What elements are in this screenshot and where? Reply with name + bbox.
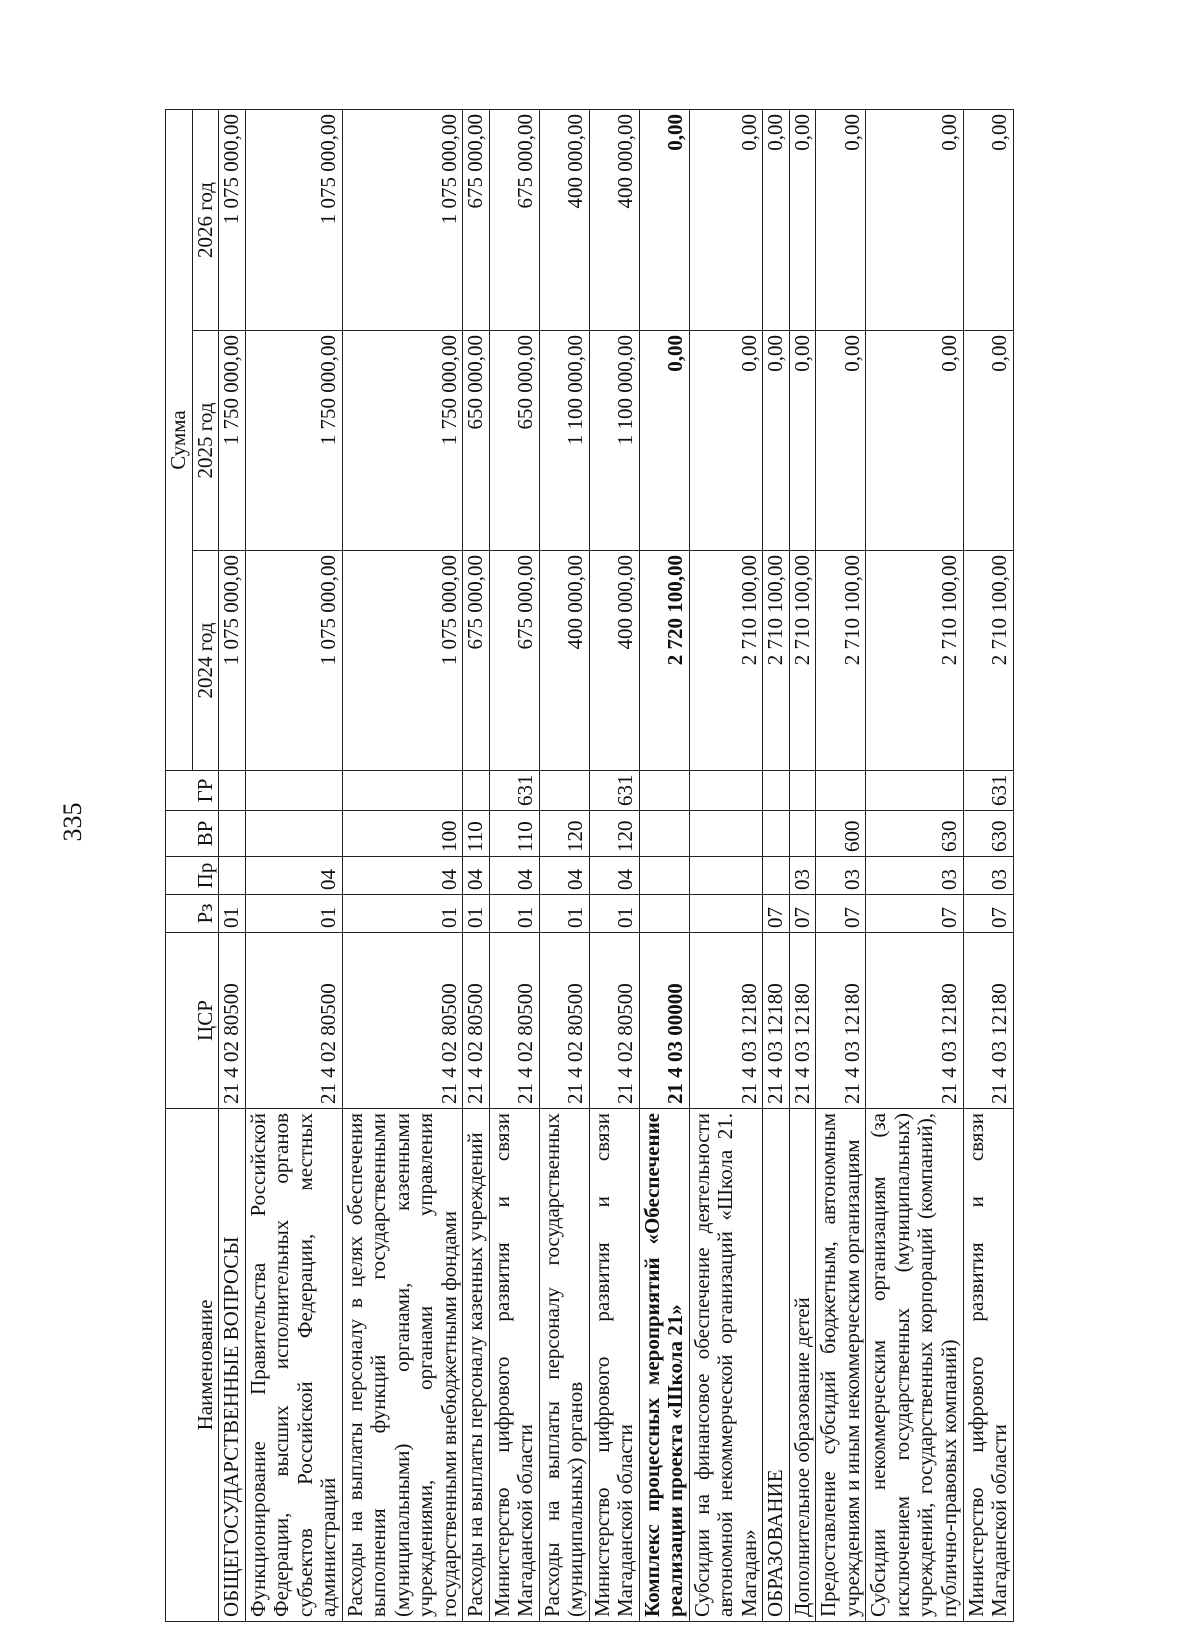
row-csr: 21 4 03 12180 <box>866 933 963 1109</box>
row-amount-2024: 675 000,00 <box>489 551 539 771</box>
table-row <box>639 109 689 1621</box>
row-gr <box>219 771 246 811</box>
table-row <box>763 109 790 1621</box>
row-name: Субсидии на финансовое обеспечение деятельности автономной некоммерческой организаций «Школа 21. Магадан» <box>689 1109 763 1622</box>
row-vr: 100 <box>342 811 463 857</box>
row-amount-2024: 2 710 100,00 <box>866 551 963 771</box>
row-amount-2024: 1 075 000,00 <box>342 551 463 771</box>
row-vr <box>789 811 816 857</box>
table-row <box>866 109 963 1621</box>
row-name: Министерство цифрового развития и связи Магаданской области <box>589 1109 639 1622</box>
row-amount-2025: 1 100 000,00 <box>589 331 639 551</box>
row-amount-2026: 0,00 <box>963 109 1013 330</box>
row-name: Расходы на выплаты персоналу в целях обеспечения выполнения функций государственными (муниципальными) органами, казенными учреждениями, органами управления государственными внебюджетными фондами <box>342 1109 463 1622</box>
row-rz: 07 <box>816 895 866 933</box>
row-vr <box>245 811 342 857</box>
row-vr <box>219 811 246 857</box>
header-year-2024: 2024 год <box>192 551 219 771</box>
row-gr <box>689 771 763 811</box>
row-gr <box>639 771 689 811</box>
row-vr: 110 <box>463 811 490 857</box>
row-amount-2025: 650 000,00 <box>463 331 490 551</box>
table-row <box>245 109 342 1621</box>
row-amount-2024: 2 720 100,00 <box>639 551 689 771</box>
row-name: Комплекс процессных мероприятий «Обеспечение реализации проекта «Школа 21» <box>639 1109 689 1622</box>
header-year-2026: 2026 год <box>192 109 219 330</box>
budget-table <box>165 109 1014 1622</box>
header-csr: ЦСР <box>166 933 219 1109</box>
row-rz: 07 <box>763 895 790 933</box>
page-number: 335 <box>58 802 87 842</box>
header-rz: Рз <box>166 895 219 933</box>
header-sum: Сумма <box>166 109 193 770</box>
row-rz: 01 <box>589 895 639 933</box>
row-csr: 21 4 03 12180 <box>789 933 816 1109</box>
row-rz: 07 <box>866 895 963 933</box>
row-vr: 120 <box>589 811 639 857</box>
row-amount-2025: 0,00 <box>689 331 763 551</box>
row-name: Министерство цифрового развития и связи Магаданской области <box>963 1109 1013 1622</box>
row-pr <box>763 857 790 895</box>
row-name: Субсидии некоммерческим организациям (за исключением государственных (муниципальных) учреждений, государственных корпораций (компаний), публично-правовых компаний) <box>866 1109 963 1622</box>
row-amount-2026: 0,00 <box>789 109 816 330</box>
row-amount-2026: 1 075 000,00 <box>245 109 342 330</box>
row-vr <box>689 811 763 857</box>
row-rz: 01 <box>342 895 463 933</box>
row-csr: 21 4 02 80500 <box>589 933 639 1109</box>
table-row <box>816 109 866 1621</box>
row-amount-2024: 2 710 100,00 <box>763 551 790 771</box>
header-year-2025: 2025 год <box>192 331 219 551</box>
row-amount-2026: 0,00 <box>763 109 790 330</box>
row-rz: 01 <box>219 895 246 933</box>
row-amount-2026: 400 000,00 <box>539 109 589 330</box>
row-rz: 07 <box>963 895 1013 933</box>
row-name: ОБРАЗОВАНИЕ <box>763 1109 790 1622</box>
row-amount-2025: 0,00 <box>816 331 866 551</box>
row-rz: 07 <box>789 895 816 933</box>
row-gr <box>463 771 490 811</box>
rotated-table-wrapper <box>165 110 1014 1622</box>
row-amount-2025: 0,00 <box>963 331 1013 551</box>
row-amount-2025: 650 000,00 <box>489 331 539 551</box>
row-csr: 21 4 03 00000 <box>639 933 689 1109</box>
header-name: Наименование <box>166 1109 219 1622</box>
row-vr <box>639 811 689 857</box>
row-csr: 21 4 03 12180 <box>689 933 763 1109</box>
row-csr: 21 4 02 80500 <box>539 933 589 1109</box>
row-amount-2024: 400 000,00 <box>589 551 639 771</box>
row-name: Министерство цифрового развития и связи Магаданской области <box>489 1109 539 1622</box>
row-gr: 631 <box>489 771 539 811</box>
row-name: Расходы на выплаты персоналу государственных (муниципальных) органов <box>539 1109 589 1622</box>
row-gr <box>866 771 963 811</box>
row-amount-2025: 1 750 000,00 <box>219 331 246 551</box>
row-gr: 631 <box>963 771 1013 811</box>
row-amount-2026: 0,00 <box>866 109 963 330</box>
row-amount-2026: 675 000,00 <box>463 109 490 330</box>
row-pr: 03 <box>816 857 866 895</box>
table-row <box>539 109 589 1621</box>
row-amount-2026: 0,00 <box>689 109 763 330</box>
row-gr <box>763 771 790 811</box>
row-gr <box>539 771 589 811</box>
row-amount-2024: 1 075 000,00 <box>245 551 342 771</box>
row-pr: 04 <box>539 857 589 895</box>
row-name: Предоставление субсидий бюджетным, автономным учреждениям и иным некоммерческим организациям <box>816 1109 866 1622</box>
row-pr <box>219 857 246 895</box>
row-amount-2025: 0,00 <box>763 331 790 551</box>
row-name: Дополнительное образование детей <box>789 1109 816 1622</box>
header-pr: Пр <box>166 857 219 895</box>
row-amount-2026: 0,00 <box>816 109 866 330</box>
row-gr <box>342 771 463 811</box>
row-amount-2026: 675 000,00 <box>489 109 539 330</box>
row-amount-2024: 2 710 100,00 <box>816 551 866 771</box>
table-row <box>342 109 463 1621</box>
table-row <box>489 109 539 1621</box>
table-row <box>689 109 763 1621</box>
row-name: Функционирование Правительства Российской Федерации, высших исполнительных органов субъектов Российской Федерации, местных администраций <box>245 1109 342 1622</box>
row-name: Расходы на выплаты персоналу казенных учреждений <box>463 1109 490 1622</box>
row-vr: 110 <box>489 811 539 857</box>
row-csr: 21 4 02 80500 <box>219 933 246 1109</box>
row-csr: 21 4 03 12180 <box>816 933 866 1109</box>
row-pr <box>689 857 763 895</box>
row-vr: 630 <box>866 811 963 857</box>
row-rz: 01 <box>489 895 539 933</box>
row-csr: 21 4 03 12180 <box>963 933 1013 1109</box>
row-csr: 21 4 03 12180 <box>763 933 790 1109</box>
table-row <box>963 109 1013 1621</box>
table-row <box>789 109 816 1621</box>
row-gr: 631 <box>589 771 639 811</box>
row-gr <box>816 771 866 811</box>
header-gr: ГР <box>166 771 219 811</box>
row-pr: 03 <box>789 857 816 895</box>
row-pr: 04 <box>589 857 639 895</box>
header-vr: ВР <box>166 811 219 857</box>
row-rz: 01 <box>463 895 490 933</box>
table-row <box>589 109 639 1621</box>
row-amount-2025: 0,00 <box>866 331 963 551</box>
row-gr <box>245 771 342 811</box>
row-pr: 04 <box>463 857 490 895</box>
row-name: ОБЩЕГОСУДАРСТВЕННЫЕ ВОПРОСЫ <box>219 1109 246 1622</box>
row-amount-2024: 2 710 100,00 <box>789 551 816 771</box>
row-pr: 03 <box>963 857 1013 895</box>
row-amount-2024: 2 710 100,00 <box>689 551 763 771</box>
row-amount-2025: 1 100 000,00 <box>539 331 589 551</box>
row-pr: 04 <box>245 857 342 895</box>
row-rz: 01 <box>539 895 589 933</box>
row-csr: 21 4 02 80500 <box>245 933 342 1109</box>
row-amount-2024: 1 075 000,00 <box>219 551 246 771</box>
row-pr: 04 <box>489 857 539 895</box>
row-amount-2026: 1 075 000,00 <box>219 109 246 330</box>
row-amount-2026: 400 000,00 <box>589 109 639 330</box>
row-amount-2024: 2 710 100,00 <box>963 551 1013 771</box>
row-vr: 630 <box>963 811 1013 857</box>
row-amount-2025: 0,00 <box>639 331 689 551</box>
row-vr: 600 <box>816 811 866 857</box>
table-row <box>219 109 246 1621</box>
row-pr <box>639 857 689 895</box>
row-vr <box>763 811 790 857</box>
row-csr: 21 4 02 80500 <box>463 933 490 1109</box>
row-amount-2025: 1 750 000,00 <box>245 331 342 551</box>
row-amount-2026: 1 075 000,00 <box>342 109 463 330</box>
row-vr: 120 <box>539 811 589 857</box>
row-csr: 21 4 02 80500 <box>489 933 539 1109</box>
row-amount-2025: 1 750 000,00 <box>342 331 463 551</box>
row-pr: 03 <box>866 857 963 895</box>
row-amount-2024: 675 000,00 <box>463 551 490 771</box>
row-csr: 21 4 02 80500 <box>342 933 463 1109</box>
row-rz: 01 <box>245 895 342 933</box>
row-rz <box>689 895 763 933</box>
row-amount-2026: 0,00 <box>639 109 689 330</box>
row-gr <box>789 771 816 811</box>
table-body <box>219 109 1014 1621</box>
row-rz <box>639 895 689 933</box>
row-amount-2025: 0,00 <box>789 331 816 551</box>
row-amount-2024: 400 000,00 <box>539 551 589 771</box>
row-pr: 04 <box>342 857 463 895</box>
table-header <box>166 109 219 1621</box>
table-row <box>463 109 490 1621</box>
